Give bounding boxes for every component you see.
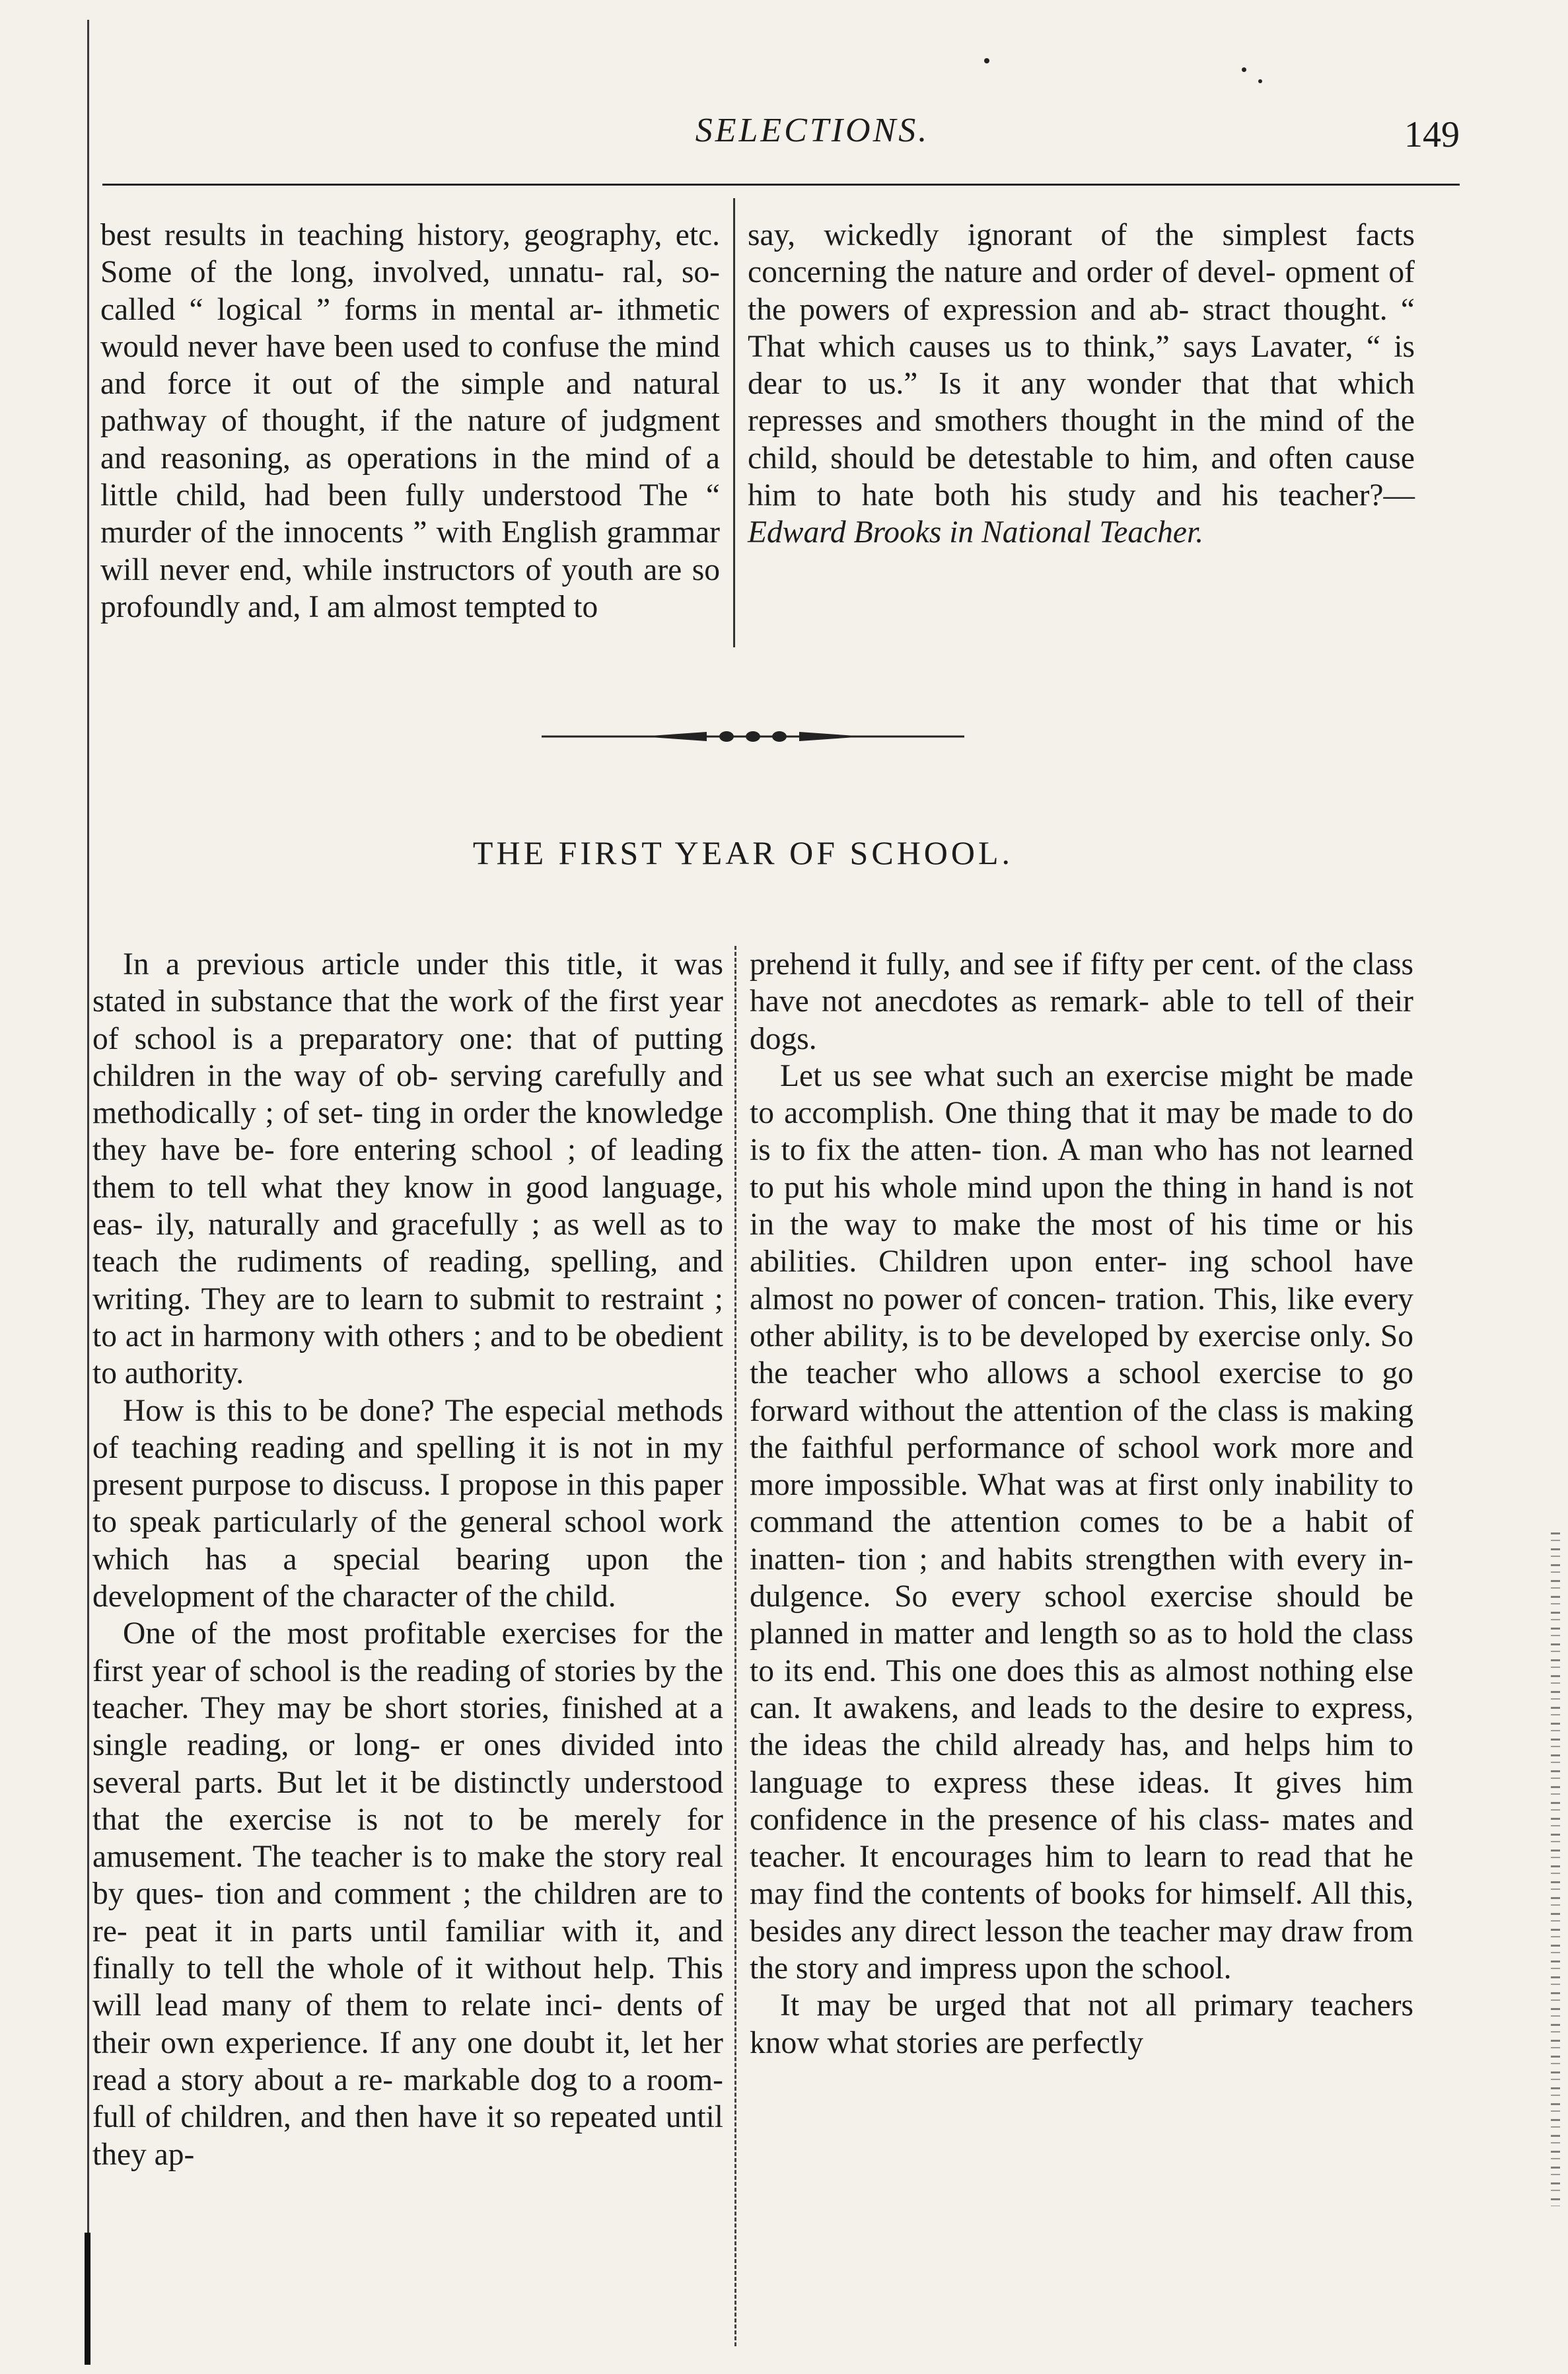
selection-right-paragraph (748, 217, 1415, 552)
page-edge-scan-noise (1551, 1532, 1560, 2206)
header-rule (102, 184, 1460, 186)
selection-right-column (748, 217, 1415, 552)
article-paragraph: Let us see what such an exercise might be made to accomplish. One thing that it may be made to do is to fix the atten- tion. A man who has not learned to put his whole mind upon the thing in hand is not in the way to make the most of his time or his abilities. Children upon enter- ing school have almost no power of concen- tration. This, like every other ability, is to be developed by exercise only. So the teacher who allows a school exercise to go forward without the attention of the class is making the faithful performance of school work more and more impossible. What was at first only inability to command the attention comes to be a habit of inatten- tion ; and habits strengthen with every in- dulgence. So every school exercise should be planned in matter and length so as to hold the class to its end. This one does this as almost nothing else can. It awakens, and leads to the desire to express, the ideas the child already has, and helps him to language to express these ideas. It gives him confidence in the presence of his class- mates and teacher. It encourages him to learn to read that he may find the contents of books for himself. All this, besides any direct lesson the teacher may draw from the story and impress upon the school. (750, 1058, 1413, 1986)
article-title: THE FIRST YEAR OF SCHOOL. (472, 834, 1014, 871)
binding-edge-line (87, 20, 89, 2358)
selection-left-text: best results in teaching history, geography, etc. Some of the long, involved, unnatu- ral, so-called “ logical ” forms in mental ar- ithmetic would never have been used to confuse the mind and force it out of the simple and natural pathway of thought, if the nature of judgment and reasoning, as operations in the mind of a little child, had been fully understood The “ murder of the innocents ” with English grammar will never end, while instructors of youth are so profoundly and, I am almost tempted to (100, 218, 720, 624)
article-paragraph: In a previous article under this title, it was stated in substance that the work of the first year of school is a preparatory one: that of putting children in the way of ob- serving carefully and methodically ; of set- ting in order the knowledge they have be- fore entering school ; of leading them to tell what they know in good language, eas- ily, naturally and gracefully ; as well as to teach the rudiments of reading, spelling, and writing. They are to learn to submit to restraint ; to act in harmony with others ; and to be obedient to authority. (92, 947, 723, 1391)
column-divider (734, 946, 736, 2346)
scan-speck (1258, 79, 1262, 83)
scan-speck (984, 58, 989, 63)
binding-edge-mark (85, 2233, 90, 2365)
article-paragraph: One of the most profitable exercises for the first year of school is the reading of stories by the teacher. They may be short stories, finished at a single reading, or long- er ones divided into several parts. But let it be distinctly understood that the exercise is not to be merely for amusement. The teacher is to make the story real by ques- tion and comment ; the children are to re- peat it in parts until familiar with it, and finally to tell the whole of it without help. This will lead many of them to relate inci- dents of their own experience. If any one doubt it, let her read a story about a re- markable dog to a room-full of children, and then have it so repeated until they ap- (92, 1616, 723, 2172)
article-left-column (92, 946, 723, 2173)
scan-speck (1242, 67, 1246, 72)
running-title: SELECTIONS. (695, 112, 930, 149)
article-paragraph: prehend it fully, and see if fifty per cent. of the class have not anecdotes as remark- able to tell of their dogs. (750, 947, 1413, 1056)
column-divider (733, 198, 735, 647)
running-head (165, 111, 1460, 157)
article-right-column (750, 946, 1413, 2062)
page-number: 149 (1404, 114, 1460, 155)
selection-right-text: say, wickedly ignorant of the simplest facts concerning the nature and order of devel- opment of the powers of expression and ab- stract thought. “ That which causes us to think,” says Lavater, “ is dear to us.” Is it any wonder that that which represses and smothers thought in the mind of the child, should be detestable to him, and often cause him to hate both his study and his teacher?— (748, 218, 1415, 513)
selection-left-column (100, 217, 720, 626)
attribution: Edward Brooks in National Teacher. (748, 515, 1204, 550)
article-paragraph: It may be urged that not all primary teachers know what stories are perfectly (750, 1988, 1413, 2060)
article-paragraph: How is this to be done? The especial methods of teaching reading and spelling it is not in my present purpose to discuss. I propose in this paper to speak particularly of the general school work which has a special bearing upon the development of the character of the child. (92, 1393, 723, 1614)
section-ornament (542, 725, 964, 748)
